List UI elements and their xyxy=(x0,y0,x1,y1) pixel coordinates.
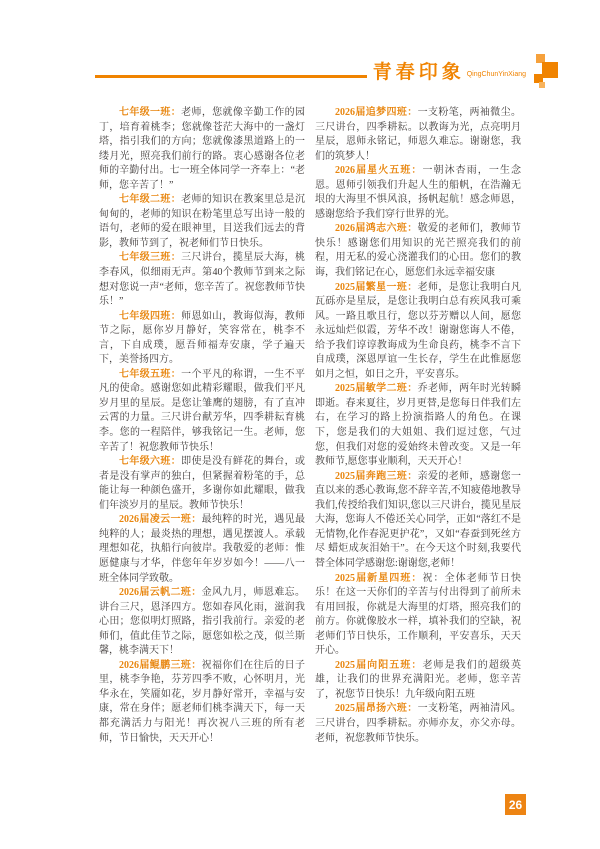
message-paragraph xyxy=(99,251,305,309)
class-label: 2026届云帆二班： xyxy=(119,587,202,599)
message-paragraph xyxy=(99,586,305,659)
message-text: 一支粉笔，两袖微尘。三尺讲台，四季耕耘。以教诲为光，点亮明月星辰，恩师永铭记，师恩久难忘。谢谢您，我们的筑梦人！ xyxy=(315,107,521,162)
page-title: 青春印象 xyxy=(372,62,465,83)
message-paragraph xyxy=(315,164,521,222)
message-text: 祝福你们在往后的日子里，桃李争艳，芬芳四季不败，心怀明月，光华永在，笑靥如花，岁月静好常开，幸福与安康，常在身伴；愿老师们桃李满天下，每一天都充满活力与阳光！再次祝八三班的所有老师，节日愉快，天天开心！ xyxy=(99,659,305,744)
message-text: 敬爱的老师们，教师节快乐！感谢您们用知识的光芒照亮我们的前程，用无私的爱心浇灌我们的心田。您们的教诲，我们铭记在心，愿您们永远幸福安康 xyxy=(315,223,521,279)
message-text: 金风九月，师恩难忘。讲台三尺，恩泽四方。您如春风化雨，滋润我心田；您似明灯照路，指引我前行。亲爱的老师们，值此佳节之际，愿您如松之茂，似兰斯馨，桃李满天下！ xyxy=(99,587,305,657)
message-paragraph xyxy=(99,513,305,586)
class-label: 2026届追梦四班： xyxy=(335,107,418,118)
class-label: 七年级五班： xyxy=(119,368,182,380)
header-rule xyxy=(95,75,367,78)
message-paragraph xyxy=(99,106,305,193)
message-text: 老师，是您让我明白凡瓦砾亦是星辰，是您让我明白总有疾风我可乘风。一路且歌且行，您以芬芳赠以人间，愿您永远灿烂似霞，芳华不改！谢谢您诲人不倦，给予我们谆谆教诲成为生命良药，桃李不言下自成璞，深恩厚谊一生长存，学生在此惟愿您如月之恒，如日之升，平安喜乐。 xyxy=(315,281,521,380)
message-paragraph xyxy=(315,222,521,280)
message-text: 祝：全体老师节日快乐！在这一天你们的辛苦与付出得到了前所未有用回报，你就是大海里的灯塔，照亮我们的前方。你就像胶水一样，填补我们的空缺，祝老师们节日快乐，工作顺利，平安喜乐，天天开心。 xyxy=(315,572,522,657)
message-text: 一支粉笔，两袖清风。三尺讲台，四季耕耘。亦师亦友，亦父亦母。老师，祝您教师节快乐。 xyxy=(315,703,521,744)
class-label: 2025届繁星一班： xyxy=(335,281,418,293)
class-label: 2026届凌云一班： xyxy=(119,514,202,526)
message-text: 最纯粹的时光，遇见最纯粹的人；最炎热的理想，遇见摆渡人。承载理想如花，执船行向彼岸。我敬爱的老师：惟愿健康与才华，伴您年年岁岁如今！——八一班全体同学致敬。 xyxy=(99,514,305,584)
class-label: 七年级六班： xyxy=(119,456,182,468)
message-paragraph xyxy=(99,310,305,368)
message-text: 老师是我们的超级英雄，让我们的世界充满阳光。老师，您辛苦了，祝您节日快乐！九年级向阳五班 xyxy=(315,659,522,700)
message-paragraph xyxy=(99,193,305,251)
page-number: 26 xyxy=(505,794,526,815)
message-paragraph xyxy=(99,455,305,513)
class-label: 2025届昂扬六班： xyxy=(335,703,418,715)
class-label: 2025届奔跑三班： xyxy=(335,470,418,482)
pixel-square xyxy=(542,62,558,78)
message-text: 师恩如山，教诲似海，教师节之际，愿你岁月静好，笑容常在，桃李不言，下自成璞，愿吾师福寿安康，学子遍天下，美誉扬四方。 xyxy=(99,310,306,366)
message-text: 亲爱的老师，感谢您一直以来的悉心教诲,您不辞辛苦,不知疲倦地教导我们,传授给我们知识,您以三尺讲台，揽见星辰大海，您诲人不倦还关心同学，正如“落红不是无情物,化作春泥更护花”，又如“春蚕到死丝方尽 蜡炬成灰泪始干”。在今天这个时刻,我要代替全体同学感谢您:谢谢您,老师！ xyxy=(315,470,521,569)
class-label: 七年级三班： xyxy=(119,252,182,264)
message-paragraph xyxy=(315,659,521,703)
message-paragraph xyxy=(315,382,521,469)
class-label: 2025届敏学二班： xyxy=(335,383,418,395)
message-text: 一朝沐杏雨，一生念恩。恩师引领我们升起人生的船帆，在浩瀚无垠的大海里不惧风浪，扬帆起航！感念师恩，感谢您给予我们穿行世界的光。 xyxy=(315,165,522,220)
class-label: 2025届向阳五班： xyxy=(335,659,423,671)
class-label: 七年级二班： xyxy=(119,194,182,206)
class-label: 2026届鸿志六班： xyxy=(335,223,418,235)
pixel-square xyxy=(539,82,545,88)
message-text: 一个平凡的称谓，一生不平凡的使命。感谢您如此精彩耀眼，做我们平凡岁月里的星辰。是您让雏鹰的翅膀，有了直冲云霄的力量。三尺讲台献芳华，四季耕耘育桃李。您的一程陪伴，够我铭记一生。老师，您辛苦了！祝您教师节快乐！ xyxy=(99,368,306,453)
message-paragraph xyxy=(315,106,521,164)
class-label: 七年级四班： xyxy=(119,310,182,322)
messages-columns xyxy=(99,106,521,770)
message-paragraph xyxy=(315,572,521,659)
class-label: 2026届鲲鹏三班： xyxy=(119,659,202,671)
message-paragraph xyxy=(315,281,521,383)
page-title-pinyin: QingChunYinXiang xyxy=(466,71,526,78)
message-paragraph xyxy=(99,659,305,746)
page-header xyxy=(95,48,560,82)
class-label: 2025届新星四班： xyxy=(335,572,423,584)
pixel-squares-icon xyxy=(530,54,560,88)
message-text: 老师，您就像辛勤工作的园丁，培育着桃李；您就像苍茫大海中的一盏灯塔，指引我们的方向；您就像漆黑道路上的一缕月光，照亮我们前行的路。衷心感谢各位老师的辛勤付出。七一班全体同学一齐奉上：“老师，您辛苦了！” xyxy=(99,107,306,191)
message-text: 乔老师，两年时光转瞬即逝。春来夏往，岁月更替,是您每日伴我们左右，在学习的路上扮演指路人的角色。在课下，您是我们的大姐姐、我们逗过您，气过您，但我们对您的爱始终未曾改变。又是一年教师节,愿您事业顺利，天天开心！ xyxy=(315,383,521,468)
message-paragraph xyxy=(315,702,521,746)
message-text: 老师的知识在教案里总是沉甸甸的，老师的知识在粉笔里总写出诗一般的语句，老师的爱在眼神里，目送我们远去的背影，教师节到了，祝老师们节日快乐。 xyxy=(99,194,306,249)
message-paragraph xyxy=(315,470,521,572)
class-label: 七年级一班： xyxy=(119,107,182,118)
message-text: 三尺讲台，揽星辰大海，桃李春风，似细雨无声。第40个教师节到来之际想对您说一声“老师，您辛苦了。祝您教师节快乐！” xyxy=(99,252,306,308)
class-label: 2026届星火五班： xyxy=(335,165,423,177)
message-text: 即使是没有鲜花的舞台，或者是没有掌声的独白，但紧握着粉笔的手，总能让每一种颜色盛开，多谢你如此耀眼，做我们年淡岁月的星辰。教师节快乐！ xyxy=(99,456,306,511)
message-paragraph xyxy=(99,368,305,455)
